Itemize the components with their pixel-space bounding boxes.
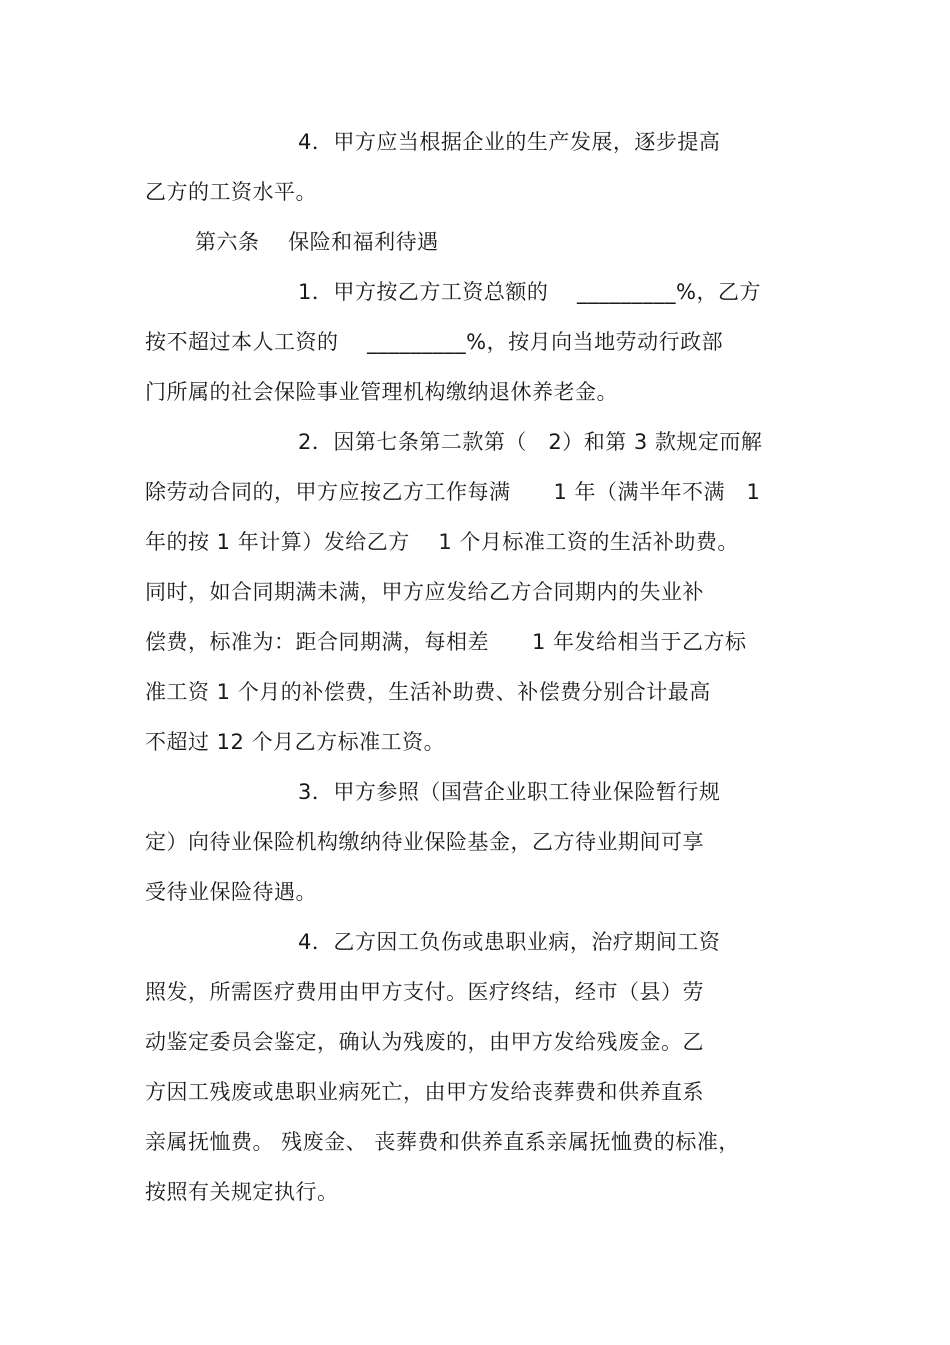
article-6-item-1-line-1: 1．甲方按乙方工资总额的 _________%，乙方 (298, 280, 761, 304)
article-6-item-2-line-3: 年的按 1 年计算）发给乙方 1 个月标准工资的生活补助费。 (145, 530, 739, 554)
article-6-item-2-line-1: 2．因第七条第二款第（ 2）和第 3 款规定而解 (298, 430, 763, 454)
article-6-item-3-line-2: 定）向待业保险机构缴纳待业保险基金，乙方待业期间可享 (145, 830, 704, 854)
article-6-item-2-line-6: 准工资 1 个月的补偿费，生活补助费、补偿费分别合计最高 (145, 680, 711, 704)
article-6-item-4-line-3: 动鉴定委员会鉴定，确认为残废的，由甲方发给残废金。乙 (145, 1030, 704, 1054)
article-6-item-1-line-3: 门所属的社会保险事业管理机构缴纳退休养老金。 (145, 380, 618, 404)
clause-5-item-4-line-2: 乙方的工资水平。 (145, 180, 317, 204)
article-6-item-4-line-2: 照发，所需医疗费用由甲方支付。医疗终结，经市（县）劳 (145, 980, 704, 1004)
article-6-item-4-line-6: 按照有关规定执行。 (145, 1180, 339, 1204)
article-6-item-2-line-5: 偿费，标准为：距合同期满，每相差 1 年发给相当于乙方标 (145, 630, 747, 654)
article-6-item-2-line-7: 不超过 12 个月乙方标准工资。 (145, 730, 446, 754)
article-6-item-4-line-1: 4．乙方因工负伤或患职业病，治疗期间工资 (298, 930, 721, 954)
article-6-heading: 第六条 保险和福利待遇 (195, 230, 439, 254)
article-6-item-3-line-3: 受待业保险待遇。 (145, 880, 317, 904)
clause-5-item-4-line-1: 4．甲方应当根据企业的生产发展，逐步提高 (298, 130, 721, 154)
article-6-item-2-line-2: 除劳动合同的，甲方应按乙方工作每满 1 年（满半年不满 1 (145, 480, 761, 504)
article-6-item-2-line-4: 同时，如合同期满未满，甲方应发给乙方合同期内的失业补 (145, 580, 704, 604)
article-6-item-1-line-2: 按不超过本人工资的 _________%，按月向当地劳动行政部 (145, 330, 724, 354)
article-6-item-3-line-1: 3．甲方参照（国营企业职工待业保险暂行规 (298, 780, 721, 804)
article-6-item-4-line-4: 方因工残废或患职业病死亡，由甲方发给丧葬费和供养直系 (145, 1080, 704, 1104)
article-6-item-4-line-5: 亲属抚恤费。 残废金、 丧葬费和供养直系亲属抚恤费的标准， (145, 1130, 740, 1154)
